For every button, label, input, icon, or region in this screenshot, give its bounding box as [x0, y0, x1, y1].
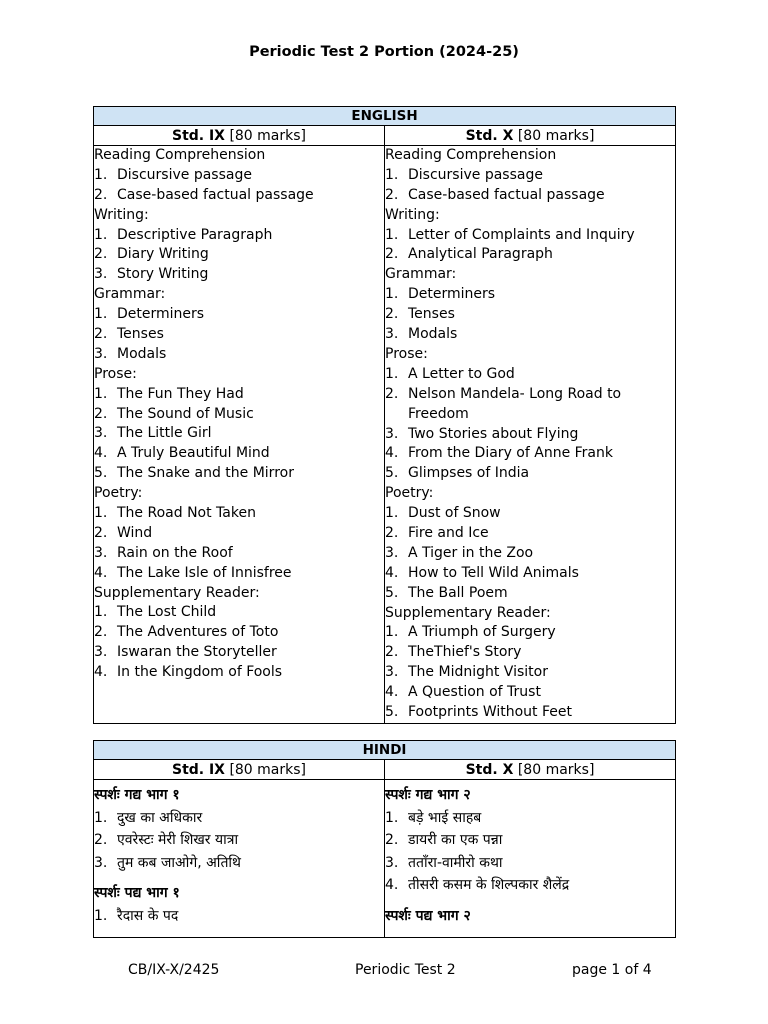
std-label: Std. IX [171, 127, 225, 144]
item-text: Footprints Without Feet [408, 703, 572, 720]
item-text: The Snake and the Mirror [117, 465, 294, 482]
section-label: स्पर्शः गद्य भाग २ [385, 787, 471, 803]
item-number: 1. [94, 809, 108, 826]
item-number: 1. [94, 385, 108, 402]
list-item [94, 504, 384, 524]
section-label: स्पर्शः पद्य भाग २ [385, 907, 471, 924]
item-text: रैदास के पद [117, 907, 179, 924]
list-item [385, 524, 675, 544]
item-text: A Letter to God [408, 365, 515, 382]
item-text: A Triumph of Surgery [408, 624, 556, 641]
item-text: Nelson Mandela- Long Road to Freedom [408, 385, 622, 422]
list-item [385, 385, 675, 425]
list-item [94, 166, 384, 186]
item-text: Iswaran the Storyteller [117, 644, 277, 661]
item-text: Tenses [408, 306, 455, 323]
item-text: दुख का अधिकार [117, 809, 203, 826]
list-item [385, 829, 675, 852]
item-text: The Road Not Taken [117, 505, 256, 522]
item-text: The Ball Poem [408, 584, 508, 601]
item-number: 3. [94, 854, 108, 871]
list-item [94, 325, 384, 345]
item-number: 3. [94, 425, 108, 442]
item-number: 5. [385, 465, 399, 482]
item-text: Diary Writing [117, 246, 209, 263]
item-text: बड़े भाई साहब [408, 809, 482, 826]
list-item [94, 405, 384, 425]
item-number: 1. [94, 505, 108, 522]
item-text: Discursive passage [117, 166, 252, 183]
item-number: 2. [385, 832, 399, 848]
item-text: Dust of Snow [408, 505, 501, 522]
item-number: 1. [385, 505, 399, 522]
footer-test-name: Periodic Test 2 [355, 962, 456, 978]
item-text: From the Diary of Anne Frank [408, 445, 613, 462]
item-number: 3. [385, 854, 399, 871]
item-text: Tenses [117, 326, 164, 343]
item-text: Determiners [117, 306, 205, 323]
item-number: 3. [385, 425, 399, 442]
item-text: Rain on the Roof [117, 544, 233, 561]
list-item [385, 444, 675, 464]
list-item [94, 544, 384, 564]
list-item [94, 345, 384, 365]
item-number: 2. [385, 186, 399, 203]
section-label: Prose: [94, 365, 137, 382]
item-text: The Sound of Music [117, 405, 254, 422]
list-item [385, 584, 675, 604]
section-label: Writing: [94, 206, 149, 223]
item-text: एवरेस्टः मेरी शिखर यात्रा [117, 832, 239, 848]
list-item [94, 524, 384, 544]
item-number: 2. [94, 624, 108, 641]
list-item [385, 425, 675, 445]
item-text: Determiners [408, 286, 496, 303]
item-number: 2. [94, 246, 108, 263]
list-item [94, 564, 384, 584]
item-number: 2. [385, 306, 399, 323]
english-std10-header [385, 126, 676, 146]
item-text: Story Writing [117, 266, 209, 283]
item-number: 4. [385, 684, 399, 701]
english-std9-header [94, 126, 385, 146]
item-text: The Lost Child [117, 604, 217, 621]
item-text: तताँरा-वामीरो कथा [408, 854, 503, 871]
item-text: Two Stories about Flying [408, 425, 579, 442]
section-label: Supplementary Reader: [385, 604, 551, 621]
item-number: 1. [94, 226, 108, 243]
list-item [385, 166, 675, 186]
item-number: 1. [94, 306, 108, 323]
list-item [94, 265, 384, 285]
list-item [385, 703, 675, 723]
item-number: 2. [385, 246, 399, 263]
item-text: Discursive passage [408, 166, 543, 183]
item-number: 1. [385, 286, 399, 303]
hindi-table [93, 740, 676, 938]
marks-label: [80 marks] [517, 127, 595, 144]
english-std9-syllabus [94, 146, 385, 724]
section-label: स्पर्शः गद्य भाग १ [94, 787, 180, 803]
item-number: 3. [94, 266, 108, 283]
list-item [94, 464, 384, 484]
list-item [385, 874, 675, 897]
item-number: 4. [385, 445, 399, 462]
item-text: डायरी का एक पन्ना [408, 832, 503, 848]
item-number: 2. [94, 405, 108, 422]
footer-doc-code: CB/IX-X/2425 [128, 962, 220, 978]
item-number: 3. [385, 326, 399, 343]
item-number: 1. [385, 365, 399, 382]
hindi-std10-syllabus [385, 780, 676, 938]
item-number: 5. [385, 584, 399, 601]
list-item [385, 504, 675, 524]
list-item [94, 663, 384, 683]
item-text: Fire and Ice [408, 524, 489, 541]
list-item [94, 305, 384, 325]
english-table [93, 106, 676, 724]
hindi-std9-syllabus [94, 780, 385, 938]
item-text: Glimpses of India [408, 465, 530, 482]
list-item [385, 186, 675, 206]
list-item [385, 305, 675, 325]
item-number: 2. [385, 644, 399, 661]
item-number: 2. [94, 524, 108, 541]
section-label: Prose: [385, 345, 428, 362]
list-item [94, 226, 384, 246]
item-text: Case-based factual passage [117, 186, 314, 203]
list-item [385, 623, 675, 643]
list-item [94, 623, 384, 643]
list-item [385, 683, 675, 703]
item-text: Descriptive Paragraph [117, 226, 273, 243]
item-number: 4. [94, 664, 108, 681]
item-text: Analytical Paragraph [408, 246, 553, 263]
list-item [94, 444, 384, 464]
english-heading: ENGLISH [94, 107, 676, 126]
hindi-heading: HINDI [94, 741, 676, 760]
item-number: 1. [94, 166, 108, 183]
marks-label: [80 marks] [517, 761, 595, 778]
list-item [94, 424, 384, 444]
item-text: TheThief's Story [408, 644, 522, 661]
list-item [94, 852, 384, 875]
std-label: Std. X [465, 761, 514, 778]
item-number: 3. [94, 345, 108, 362]
item-number: 2. [94, 832, 108, 848]
list-item [94, 807, 384, 830]
item-number: 1. [94, 604, 108, 621]
item-text: Letter of Complaints and Inquiry [408, 226, 635, 243]
list-item [385, 852, 675, 875]
item-text: The Midnight Visitor [408, 664, 548, 681]
list-item [94, 829, 384, 852]
item-number: 4. [385, 877, 399, 893]
item-number: 1. [94, 907, 108, 924]
hindi-std10-header [385, 760, 676, 780]
item-text: The Adventures of Toto [117, 624, 279, 641]
hindi-std9-header [94, 760, 385, 780]
page-title: Periodic Test 2 Portion (2024-25) [249, 44, 519, 60]
section-label: Reading Comprehension [94, 147, 266, 163]
list-item [385, 643, 675, 663]
item-text: Case-based factual passage [408, 186, 605, 203]
list-item [94, 643, 384, 663]
item-number: 2. [94, 186, 108, 203]
english-std10-syllabus [385, 146, 676, 724]
item-number: 1. [385, 226, 399, 243]
marks-label: [80 marks] [229, 761, 306, 778]
item-number: 2. [385, 385, 399, 402]
list-item [385, 807, 675, 830]
item-text: How to Tell Wild Animals [408, 564, 579, 581]
item-text: A Tiger in the Zoo [408, 544, 534, 561]
item-number: 2. [94, 326, 108, 343]
item-text: A Truly Beautiful Mind [117, 445, 270, 462]
section-label: Poetry: [94, 485, 143, 502]
section-label: स्पर्शः पद्य भाग १ [94, 885, 180, 901]
list-item [94, 385, 384, 405]
list-item [94, 905, 384, 928]
section-label: Reading Comprehension [385, 147, 557, 163]
item-number: 2. [385, 524, 399, 541]
item-text: Wind [117, 524, 153, 541]
footer-page-number: page 1 of 4 [572, 962, 652, 978]
item-text: The Lake Isle of Innisfree [117, 564, 292, 581]
item-number: 1. [385, 809, 399, 826]
item-number: 4. [385, 564, 399, 581]
item-text: A Question of Trust [408, 684, 541, 701]
item-text: Modals [408, 326, 458, 343]
item-number: 1. [385, 166, 399, 183]
item-number: 4. [94, 564, 108, 581]
marks-label: [80 marks] [229, 127, 306, 144]
list-item [385, 464, 675, 484]
item-number: 4. [94, 445, 108, 462]
section-label: Supplementary Reader: [94, 584, 260, 601]
item-text: तीसरी कसम के शिल्पकार शैलेंद्र [408, 877, 570, 893]
item-text: The Fun They Had [117, 385, 244, 402]
section-label: Grammar: [385, 266, 457, 283]
std-label: Std. IX [171, 761, 225, 778]
list-item [385, 365, 675, 385]
list-item [385, 245, 675, 265]
list-item [385, 226, 675, 246]
std-label: Std. X [465, 127, 514, 144]
item-number: 3. [94, 544, 108, 561]
list-item [385, 285, 675, 305]
item-text: तुम कब जाओगे, अतिथि [117, 854, 241, 871]
item-number: 3. [385, 544, 399, 561]
list-item [94, 245, 384, 265]
list-item [385, 564, 675, 584]
section-label: Poetry: [385, 485, 434, 502]
section-label: Writing: [385, 206, 440, 223]
item-number: 5. [94, 465, 108, 482]
item-number: 3. [385, 664, 399, 681]
item-number: 1. [385, 624, 399, 641]
item-number: 3. [94, 644, 108, 661]
list-item [385, 663, 675, 683]
item-text: Modals [117, 345, 167, 362]
list-item [385, 544, 675, 564]
item-text: In the Kingdom of Fools [117, 664, 283, 681]
item-number: 5. [385, 703, 399, 720]
list-item [94, 603, 384, 623]
list-item [385, 325, 675, 345]
list-item [94, 186, 384, 206]
section-label: Grammar: [94, 286, 166, 303]
item-text: The Little Girl [117, 425, 212, 442]
